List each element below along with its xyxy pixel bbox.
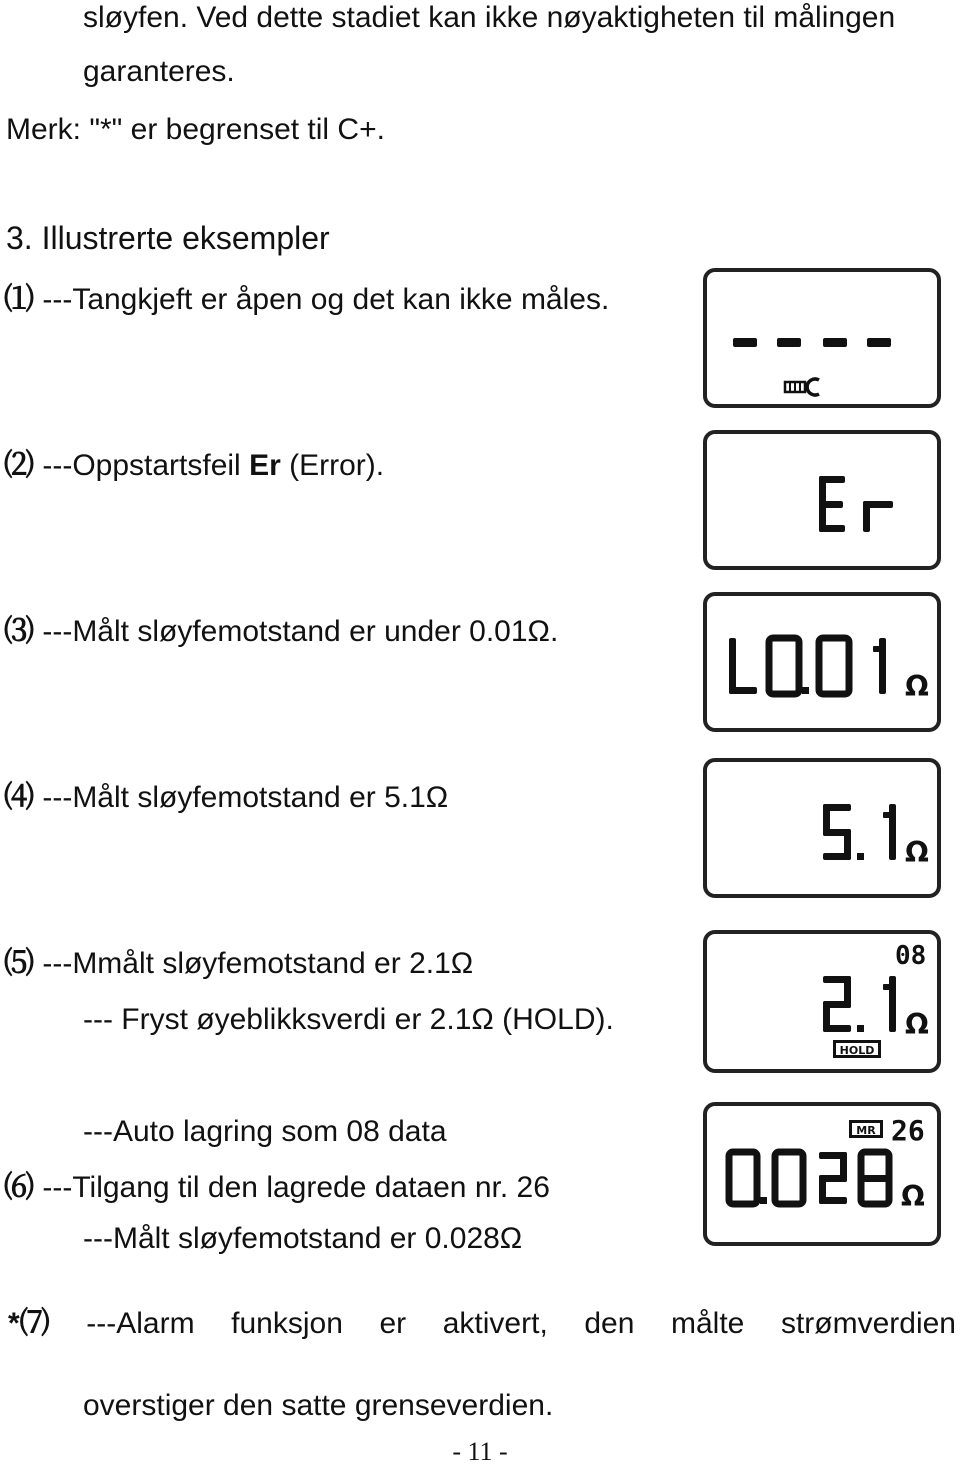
example-4-number: ⑷ [4,781,34,814]
intro-line-1: sløyfen. Ved dette stadiet kan ikke nøyaktigheten til målingen [83,1,896,34]
example-6 [4,1170,550,1206]
svg-text:Ω: Ω [905,670,929,703]
alarm-line-2: overstiger den satte grenseverdien. [83,1389,554,1422]
lcd-display-2-graphic [707,434,937,566]
lcd-display-5-graphic [707,934,937,1066]
example-2-number: ⑵ [4,449,34,482]
example-2-text-bold: Er [249,449,281,482]
example-5 [4,946,473,982]
memory-index: 26 [891,1114,925,1147]
example-3-text: ---Målt sløyfemotstand er under 0.01Ω. [42,615,559,648]
example-6-text-b: ---Tilgang til den lagrede dataen nr. 26 [42,1171,550,1204]
alarm-word: den [584,1307,635,1340]
lcd-display-4 [703,758,941,898]
lcd-display-1 [703,268,941,408]
example-1-number: ⑴ [4,283,34,316]
clamp-open-icon [785,379,819,395]
example-6-text-a: ---Auto lagring som 08 data [83,1115,447,1148]
section-heading: 3. Illustrerte eksempler [6,220,330,256]
intro-line-2: garanteres. [83,55,235,88]
mr-badge [849,1120,883,1138]
example-4-text: ---Målt sløyfemotstand er 5.1Ω [42,781,449,814]
example-1-text: ---Tangkjeft er åpen og det kan ikke måles. [42,283,610,316]
example-2-text-pre: ---Oppstartsfeil [42,449,250,482]
lcd-display-1-graphic [707,272,937,404]
svg-text:MR: MR [856,1124,876,1137]
example-3 [4,614,558,650]
svg-text:Ω: Ω [905,836,929,869]
alarm-word: funksjon [231,1307,343,1340]
example-6-text-c: ---Målt sløyfemotstand er 0.028Ω [83,1222,523,1255]
note-line: Merk: "*" er begrenset til C+. [6,113,385,146]
hold-badge [833,1040,881,1058]
example-3-number: ⑶ [4,615,34,648]
example-4 [4,780,448,816]
alarm-word: ---Alarm [86,1307,195,1340]
svg-text:Ω: Ω [901,1180,925,1213]
example-1 [4,282,609,318]
lcd-display-3-graphic [707,596,937,728]
alarm-marker: *⑺ [8,1307,50,1340]
example-5-text: ---Mmålt sløyfemotstand er 2.1Ω [42,947,474,980]
example-2-text-post: (Error). [280,449,385,482]
alarm-word: målte [671,1307,745,1340]
example-2 [4,448,384,484]
page-number: - 11 - [452,1437,508,1466]
memory-counter: 08 [895,941,927,971]
lcd-display-3 [703,592,941,732]
lcd-display-4-graphic [707,762,937,894]
example-5-number: ⑸ [4,947,34,980]
lcd-display-5 [703,930,941,1073]
alarm-word: er [379,1307,407,1340]
lcd-display-6 [703,1102,941,1246]
example-6-number: ⑹ [4,1171,34,1204]
example-5-text-2: --- Fryst øyeblikksverdi er 2.1Ω (HOLD). [83,1003,614,1036]
alarm-word: aktivert, [442,1307,548,1340]
alarm-word: strømverdien [780,1307,956,1340]
lcd-display-6-graphic [707,1106,937,1238]
svg-text:Ω: Ω [905,1008,929,1041]
alarm-line [8,1306,956,1342]
lcd-display-2 [703,430,941,570]
svg-text:HOLD: HOLD [839,1044,875,1057]
